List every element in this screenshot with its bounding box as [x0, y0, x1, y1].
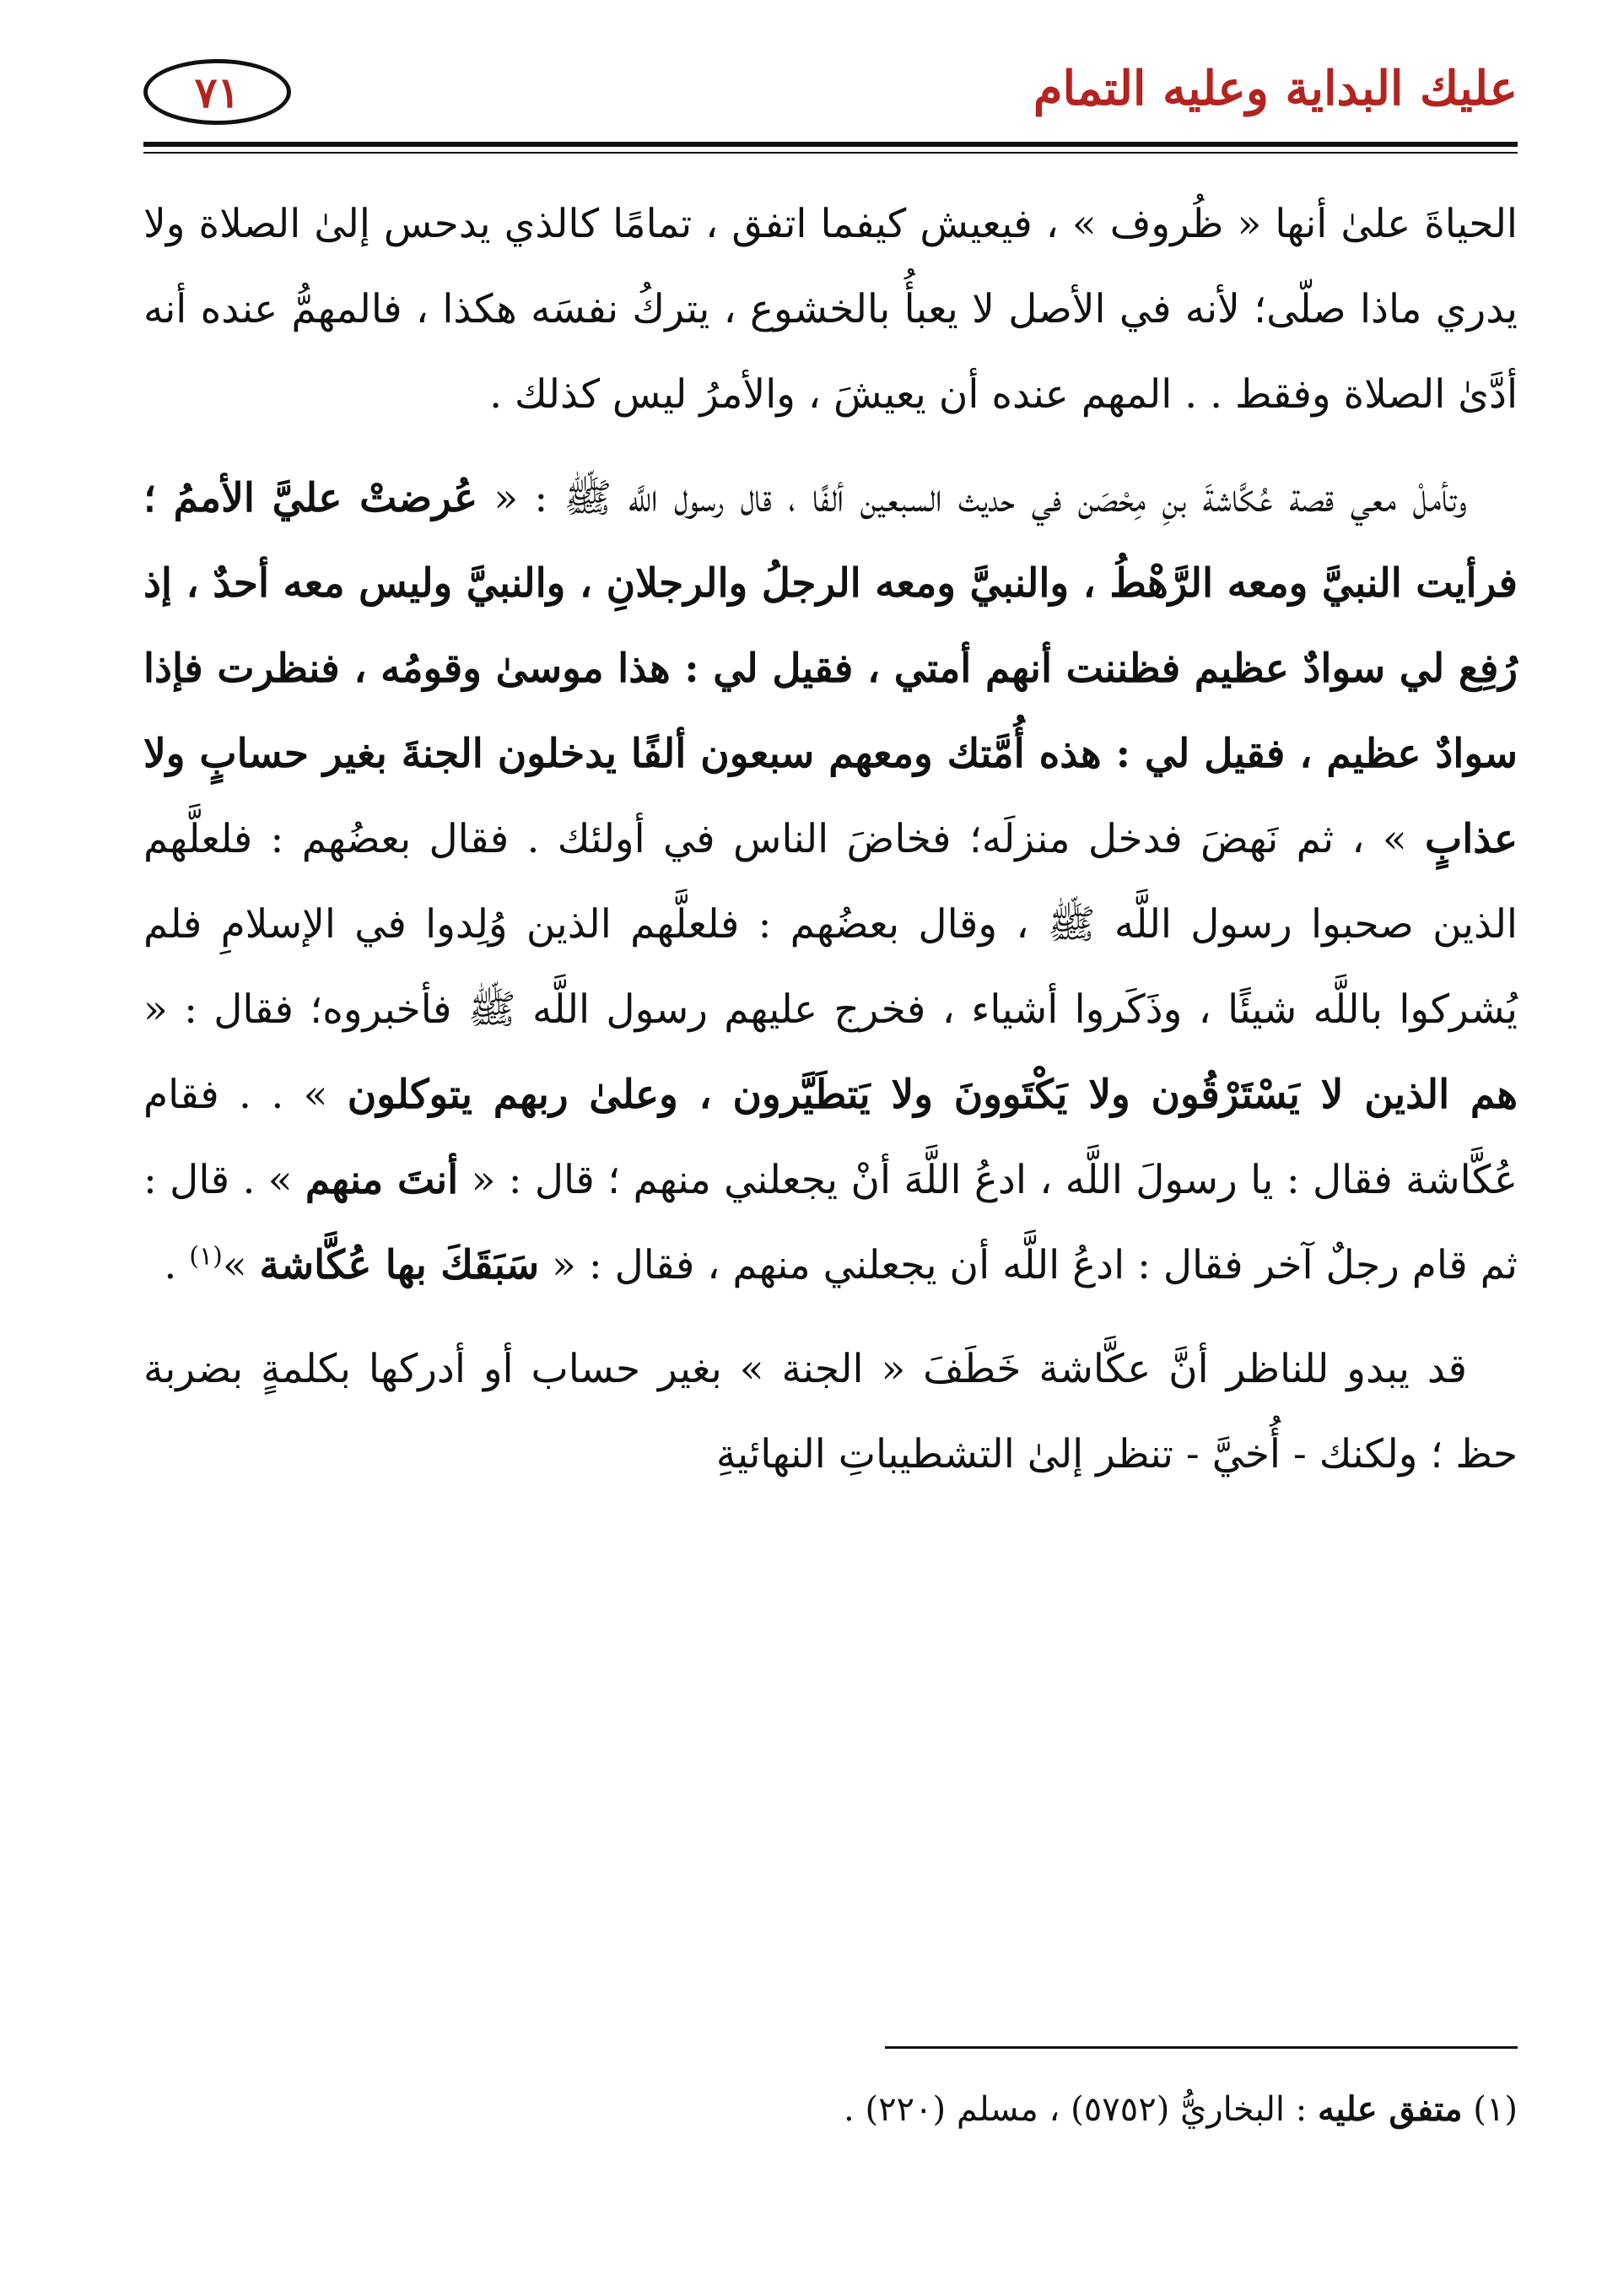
- paragraph-1: الحياةَ علىٰ أنها « ظُروف » ، فيعيش كيفما اتفق ، تمامًا كالذي يدحس إلىٰ الصلاة ولا يدري ماذا صلّى؛ لأنه في الأصل لا يعبأُ بالخشوع ، يتركُ نفسَه هكذا ، فالمهمُّ عنده أنه أدَّىٰ الصلاة وفقط . . المهم عنده أن يعيشَ ، والأمرُ ليس كذلك .: [143, 201, 1518, 418]
- header-rule-thin: [143, 152, 1518, 154]
- footnote-separator: [885, 2046, 1518, 2049]
- hadith-quote-3: أنتَ منهم: [305, 1157, 459, 1203]
- footnote: [143, 2084, 1518, 2135]
- p2-narrative-2: » . . فقام عُكَّاشة فقال : يا رسولَ اللَّه ، ادعُ اللَّهَ أنْ يجعلني منهم ؛ قال : «: [143, 1072, 1518, 1203]
- header-rule-thick: [143, 142, 1518, 147]
- page-header: [143, 59, 1518, 152]
- p2-end: .: [164, 1242, 190, 1288]
- page-body: [143, 181, 1518, 1497]
- page-number: ٧١: [194, 67, 240, 117]
- page-number-oval: [143, 59, 291, 125]
- footnote-text: : البخاريُّ (٥٧٥٢) ، مسلم (٢٢٠) .: [844, 2090, 1318, 2129]
- paragraph-2: [143, 456, 1518, 1308]
- footnote-label: متفق عليه: [1317, 2089, 1463, 2129]
- footnote-reference[interactable]: (١): [189, 1241, 223, 1272]
- p2-narrative-3: » . قال : ثم قام رجلٌ آخر فقال : ادعُ اللَّه أن يجعلني منهم ، فقال : «: [143, 1157, 1518, 1288]
- p2-intro: وتأملْ معي قصة عُكَّاشةَ بنِ مِحْصَن في حديث السبعين ألفًا ، قال رسول اللَّه ﷺ : «: [477, 475, 1467, 521]
- paragraph-3: قد يبدو للناظر أنَّ عكَّاشة خَطَفَ « الجنة » بغير حساب أو أدركها بكلمةٍ بضربة حظ ؛ ولكنك - أُخيَّ - تنظر إلىٰ التشطيباتِ النهائيةِ: [143, 1346, 1518, 1478]
- running-title: عليك البداية وعليه التمام: [1033, 61, 1518, 116]
- p2-close-quote: »: [222, 1242, 260, 1288]
- hadith-quote-4: سَبَقَكَ بها عُكَّاشة: [259, 1242, 540, 1288]
- footnote-number: (١): [1473, 2090, 1518, 2129]
- p2-narrative-1: » ، ثم نَهضَ فدخل منزلَه؛ فخاضَ الناس في أولئك . فقال بعضُهم : فلعلَّهم الذين صحبوا رسول اللَّه ﷺ ، وقال بعضُهم : فلعلَّهم الذين وُلِدوا في الإسلامِ فلم يُشركوا باللَّه شيئًا ، وذَكَروا أشياء ، فخرج عليهم رسول اللَّه ﷺ فأخبروه؛ فقال : «: [143, 816, 1518, 1033]
- hadith-quote-2: هم الذين لا يَسْتَرْقُون ولا يَكْتَوونَ ولا يَتطَيَّرون ، وعلىٰ ربهم يتوكلون: [347, 1072, 1518, 1118]
- hadith-quote-1: عُرضتْ عليَّ الأممُ ؛ فرأيت النبيَّ ومعه الرَّهْطُ ، والنبيَّ ومعه الرجلُ والرجلانِ ، والنبيَّ وليس معه أحدٌ ، إذ رُفِع لي سوادٌ عظيم فظننت أنهم أمتي ، فقيل لي : هذا موسىٰ وقومُه ، فنظرت فإذا سوادٌ عظيم ، فقيل لي : هذه أُمَّتك ومعهم سبعون ألفًا يدخلون الجنةَ بغير حسابٍ ولا عذابٍ: [143, 475, 1518, 862]
